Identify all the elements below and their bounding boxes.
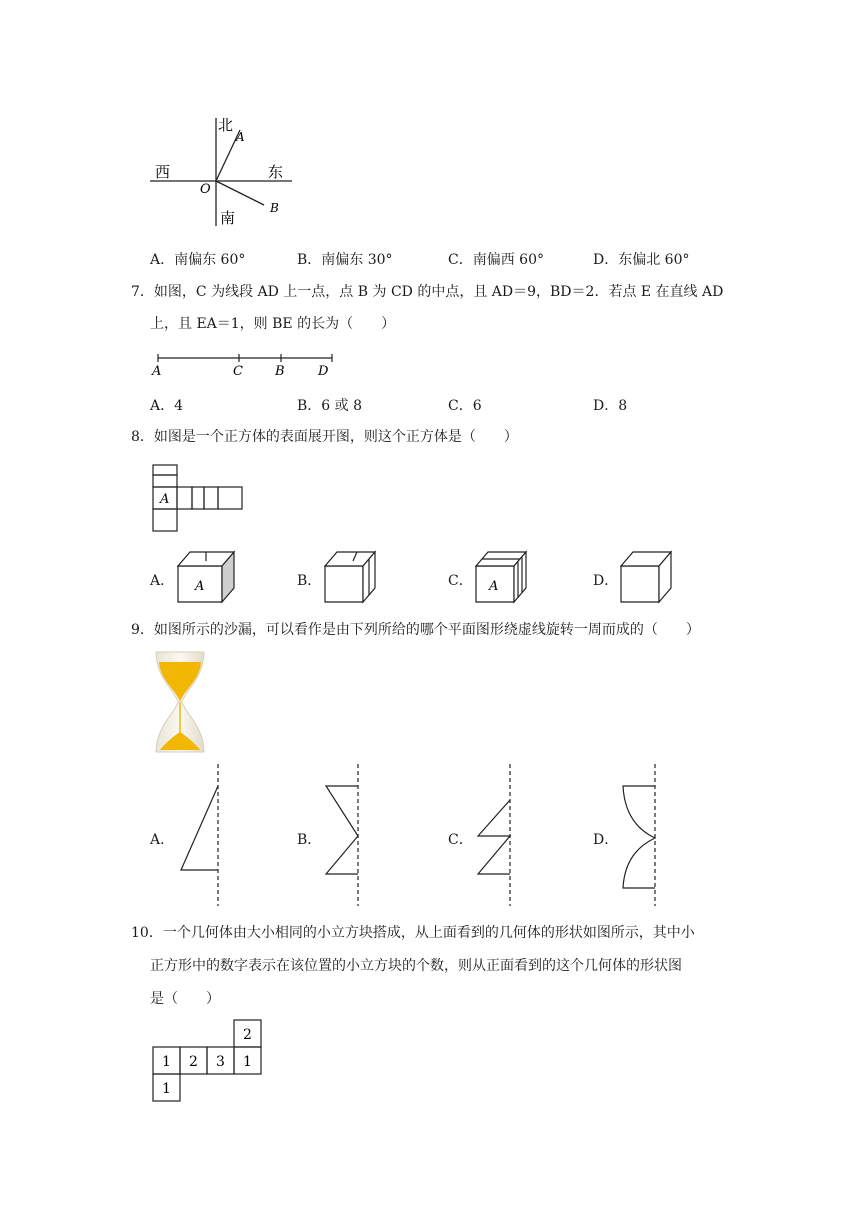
q8-cube-net: [150, 462, 245, 534]
ray-ob: [216, 181, 264, 205]
q7-stem-line1: 7．如图，C 为线段 AD 上一点，点 B 为 CD 的中点，且 AD＝9，BD＝2．若点 E 在直线 AD: [131, 284, 724, 300]
q9-option-d-shape: [617, 762, 667, 908]
q8-option-b-label: B．: [297, 573, 322, 589]
q8-option-d-label: D．: [593, 573, 619, 589]
q10-stem-line3: 是（ ）: [150, 991, 220, 1007]
label-c: C: [233, 364, 243, 379]
q8-option-b-cube: [323, 548, 383, 606]
net-top-strip: [153, 465, 177, 475]
net-top-face: [153, 475, 177, 487]
q9-option-a-label: A．: [150, 832, 175, 848]
west-label: 西: [155, 163, 171, 181]
q9-option-c-shape: [472, 762, 522, 908]
grid-count-2: 2: [189, 1054, 198, 1070]
q8-stem: 8．如图是一个正方体的表面展开图，则这个正方体是（ ）: [131, 429, 518, 445]
q9-hourglass-image: [150, 648, 210, 756]
net-face-5: [218, 487, 242, 509]
q9-option-b-shape: [320, 762, 370, 908]
q7-segment-figure: [150, 350, 340, 382]
q6-option-a: A．南偏东 60°: [150, 252, 246, 268]
q8-option-d-cube: [619, 548, 679, 606]
label-a: A: [152, 364, 162, 379]
grid-count-1: 1: [162, 1054, 171, 1070]
q7-stem-line2: 上，且 EA＝1，则 BE 的长为（ ）: [150, 316, 396, 332]
q7-option-b: B．6 或 8: [297, 398, 363, 414]
q9-option-d-label: D．: [593, 832, 619, 848]
grid-top-count: 2: [243, 1027, 252, 1043]
q9-option-a-shape: [175, 762, 225, 908]
q6-option-b: B．南偏东 30°: [297, 252, 393, 268]
net-bottom-face: [153, 509, 177, 531]
q7-option-c: C．6: [448, 398, 482, 414]
q6-option-d: D．东偏北 60°: [593, 252, 690, 268]
east-label: 东: [268, 163, 284, 181]
north-label: 北: [218, 116, 234, 134]
net-face-2: [177, 487, 192, 509]
cube-a-label: A: [195, 579, 205, 594]
compass-diagram: [150, 108, 298, 232]
point-a-label: A: [236, 130, 245, 144]
q9-option-c-label: C．: [448, 832, 473, 848]
q8-option-c-label: C．: [448, 573, 473, 589]
q8-option-a-cube: [176, 548, 236, 606]
cube-c-label: A: [489, 579, 499, 594]
label-d: D: [318, 364, 329, 379]
q9-stem: 9．如图所示的沙漏，可以看作是由下列所给的哪个平面图形绕虚线旋转一周而成的（ ）: [131, 622, 700, 638]
label-b: B: [275, 364, 285, 379]
q10-stem-line2: 正方形中的数字表示在该位置的小立方块的个数，则从正面看到的这个几何体的形状图: [150, 958, 682, 974]
grid-count-4: 1: [243, 1054, 252, 1070]
point-b-label: B: [270, 201, 279, 215]
q8-option-a-label: A．: [150, 573, 175, 589]
q6-compass-figure: [150, 108, 298, 232]
q7-option-a: A．4: [150, 398, 184, 414]
q7-option-d: D．8: [593, 398, 628, 414]
q6-option-c: C．南偏西 60°: [448, 252, 544, 268]
q10-top-view-grid: [150, 1018, 270, 1108]
grid-count-3: 3: [216, 1054, 225, 1070]
q9-option-b-label: B．: [297, 832, 322, 848]
net-face-3: [192, 487, 204, 509]
origin-label: O: [200, 182, 211, 197]
south-label: 南: [220, 209, 236, 227]
net-face-4: [204, 487, 218, 509]
net-label-a: A: [160, 492, 170, 507]
q8-option-c-cube: [474, 548, 534, 606]
grid-bottom-count: 1: [162, 1081, 171, 1097]
q10-stem-line1: 10．一个几何体由大小相同的小立方块搭成，从上面看到的几何体的形状如图所示，其中小: [131, 925, 695, 941]
